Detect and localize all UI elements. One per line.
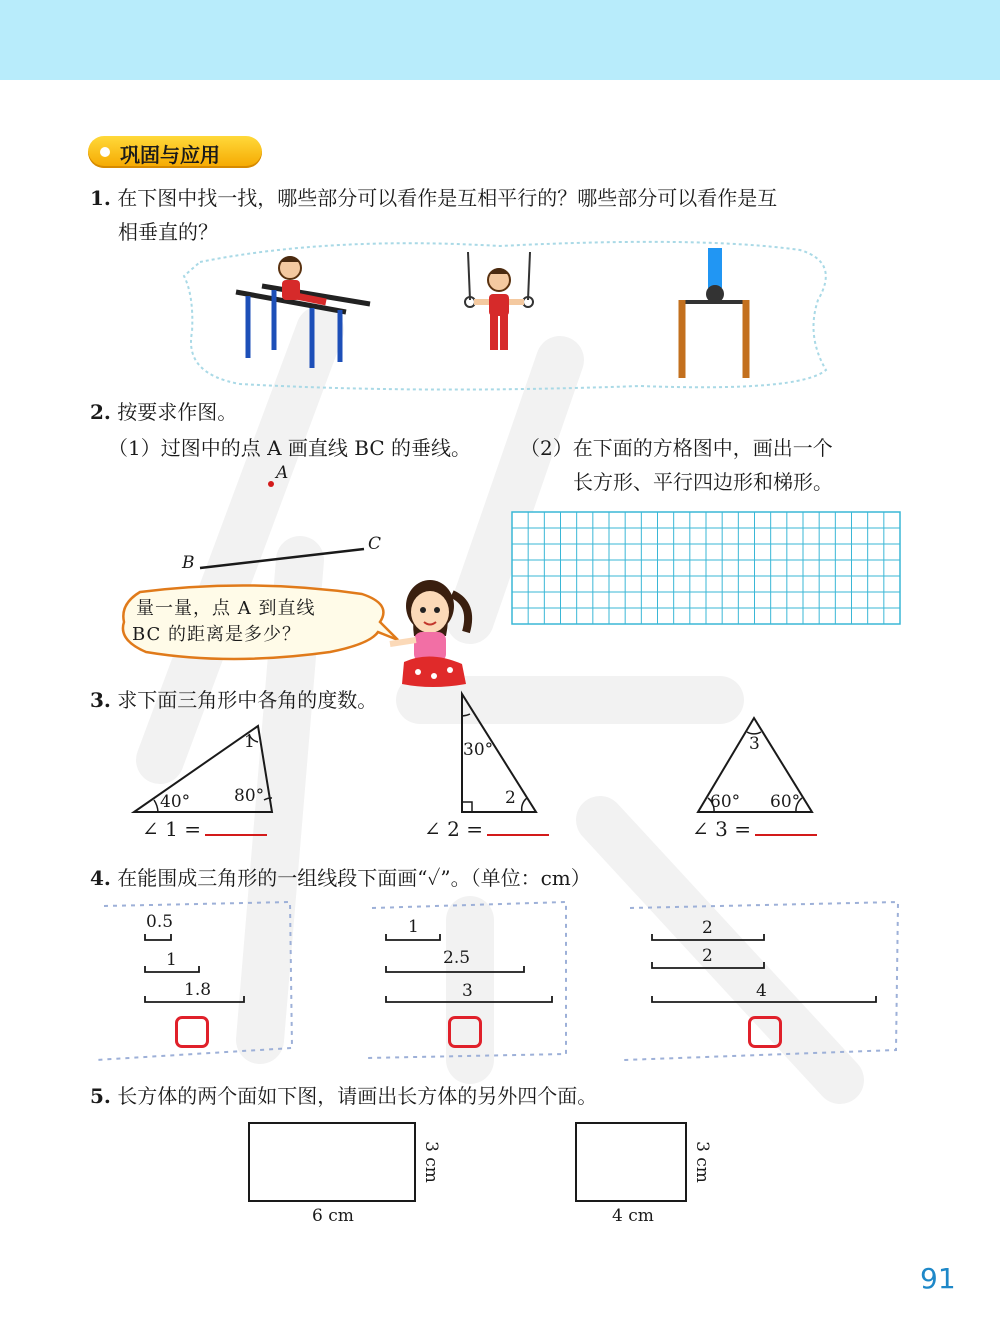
seg-2-2-label: 2.5 [443,948,471,968]
q2-part2-label: （2） [520,436,573,460]
label-b: B [182,553,195,573]
q3-text: 求下面三角形中各角的度数。 [117,688,378,712]
q4-text: 在能围成三角形的一组线段下面画“✓”。（单位：cm） [117,866,591,890]
seg-1-1-label: 0.5 [146,912,174,932]
tri3-angle-c: 60° [770,792,801,812]
rect2-width-label: 4 cm [612,1206,654,1226]
q4-number: 4. [90,866,111,890]
tri1-answer-label: ∠ 1 = [142,817,201,841]
q2-part2-line2: 长方形、平行四边形和梯形。 [573,470,833,494]
q2-part2-line1: 在下面的方格图中，画出一个 [572,436,833,460]
bubble-line2: BC 的距离是多少？ [132,624,302,645]
tri2-answer-label: ∠ 2 = [424,817,483,841]
q5-number: 5. [90,1084,111,1108]
seg-2-3-label: 3 [462,981,473,1001]
section-title: 巩固与应用 [120,143,220,167]
q5-text: 长方体的两个面如下图，请画出长方体的另外四个面。 [117,1084,598,1108]
label-a: A [276,463,289,483]
seg-1-2-label: 1 [166,950,177,970]
seg-3-2-label: 2 [702,946,713,966]
tri3-answer-label: ∠ 3 = [692,817,751,841]
q2-part1-label: （1） [108,436,161,460]
seg-3-1-label: 2 [702,918,713,938]
tri2-angle-a: 30° [463,740,494,760]
q2-number: 2. [90,400,111,424]
rect1-height-label: 3 cm [420,1141,441,1183]
seg-2-1-label: 1 [408,917,419,937]
q1-number: 1. [90,186,111,210]
rect1-width-label: 6 cm [312,1206,354,1226]
q1-text: 在下图中找一找，哪些部分可以看作是互相平行的？哪些部分可以看作是互 [117,186,778,210]
rect-face-2 [576,1123,686,1201]
tri3-angle3: 3 [749,734,760,754]
rect2-height-label: 3 cm [691,1141,712,1183]
tri1-angle-b: 40° [160,792,191,812]
q2-part1-text: 过图中的点 A 画直线 BC 的垂线。 [160,436,471,460]
q1-text-line2: 相垂直的？ [118,220,218,244]
tri1-angle-c: 80° [234,786,265,806]
tri1-angle1: 1 [244,732,255,752]
label-c: C [368,534,382,554]
seg-1-3-label: 1.8 [184,980,212,1000]
q3-number: 3. [90,688,111,712]
q2-text: 按要求作图。 [117,400,238,424]
tri2-angle2: 2 [505,788,516,808]
bubble-line1: 量一量，点 A 到直线 [136,598,316,619]
seg-3-3-label: 4 [756,981,767,1001]
tri3-angle-b: 60° [710,792,741,812]
page-number: 91 [920,1262,956,1295]
rect-face-1 [249,1123,415,1201]
